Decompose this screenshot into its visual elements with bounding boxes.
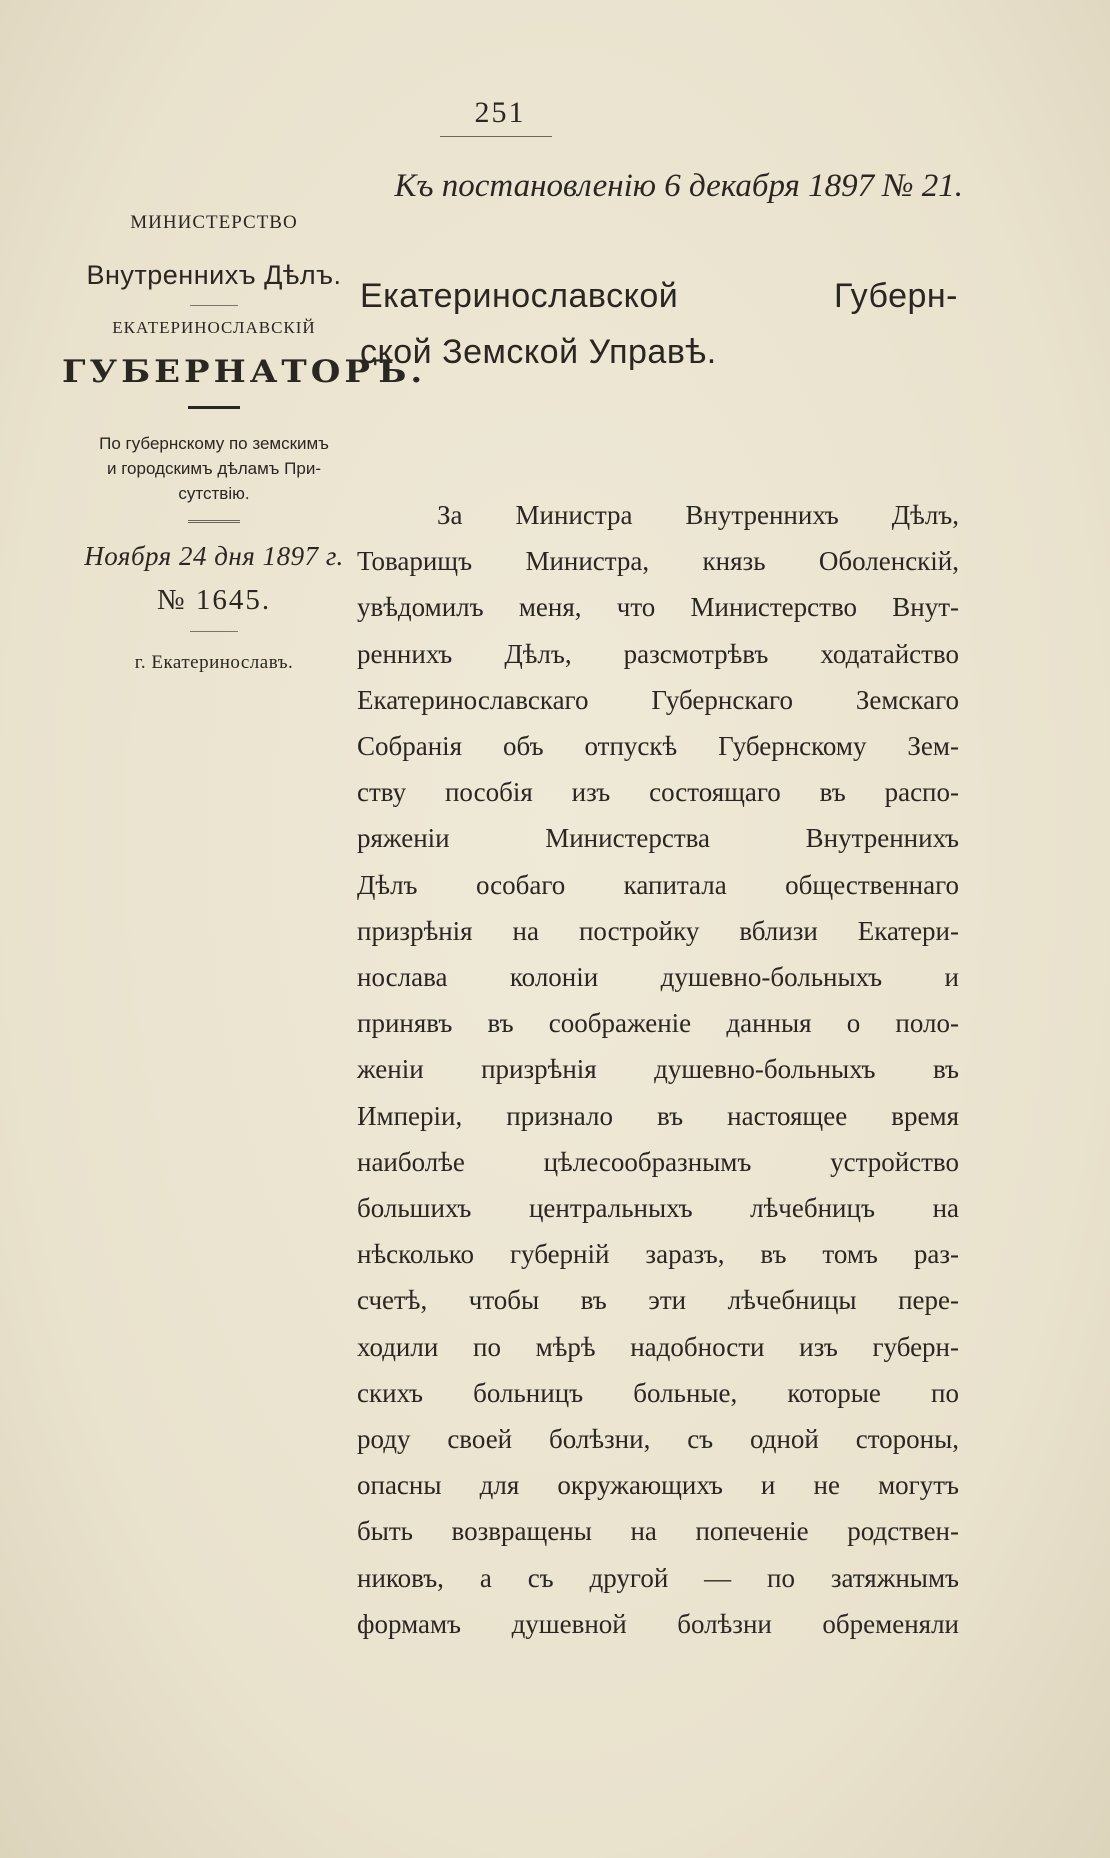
document-date: Ноября 24 дня 1897 г.: [84, 541, 344, 571]
divider: [190, 631, 238, 632]
governor-title: ГУБЕРНАТОРЪ.: [62, 353, 427, 391]
body-line: наиболѣе цѣлесообразнымъ устройство: [357, 1146, 959, 1177]
body-line: Имперіи, признало въ настоящее время: [357, 1100, 959, 1131]
letterhead: [62, 208, 427, 674]
body-line: Екатеринославскаго Губернскаго Земскаго: [357, 684, 959, 715]
divider: [188, 520, 240, 523]
page-number: 251: [474, 96, 526, 129]
body-line: Дѣлъ особаго капитала общественнаго: [357, 869, 959, 900]
body-line: нѣсколько губерній заразъ, въ томъ раз-: [357, 1239, 959, 1270]
body-line: ству пособія изъ состоящаго въ распо-: [357, 777, 959, 808]
body-line: Собранія объ отпускѣ Губернскому Зем-: [357, 731, 959, 762]
governorate-heading: ЕКАТЕРИНОСЛАВСКІЙ: [112, 318, 316, 337]
body-line: За Министра Внутреннихъ Дѣлъ,: [437, 500, 959, 530]
presence-line: сутствію.: [178, 484, 250, 503]
ministry-heading: МИНИСТЕРСТВО: [130, 212, 298, 233]
body-line: женіи призрѣнія душевно-больныхъ въ: [357, 1054, 959, 1085]
body-line: принявъ въ соображеніе данныя о поло-: [357, 1008, 959, 1039]
ministry-name: Внутреннихъ Дѣлъ.: [86, 260, 342, 290]
divider: [190, 305, 238, 306]
addressee-line: Екатеринославской Губерн-: [360, 277, 958, 315]
body-line: увѣдомилъ меня, что Министерство Внут-: [357, 592, 959, 623]
presence-line: По губернскому по земскимъ: [99, 434, 329, 453]
body-line: опасны для окружающихъ и не могутъ: [357, 1470, 959, 1501]
body-line: большихъ центральныхъ лѣчебницъ на: [357, 1193, 959, 1224]
body-line: скихъ больницъ больные, которые по: [357, 1377, 959, 1408]
presence-line: и городскимъ дѣламъ При-: [106, 459, 321, 478]
body-line: реннихъ Дѣлъ, разсмотрѣвъ ходатайство: [357, 638, 959, 669]
body-line: ходили по мѣрѣ надобности изъ губерн-: [357, 1331, 959, 1362]
addressee-line: ской Земской Управѣ.: [360, 333, 717, 371]
body-line: быть возвращены на попеченіе родствен-: [357, 1516, 959, 1547]
presence-department: [62, 431, 366, 506]
page-number-rule: [440, 136, 552, 137]
body-line: счетѣ, чтобы въ эти лѣчебницы пере-: [357, 1285, 959, 1316]
body-line: никовъ, а съ другой — по затяжнымъ: [357, 1562, 959, 1593]
divider: [188, 406, 240, 409]
body-line: Товарищъ Министра, князь Оболенскій,: [357, 546, 959, 577]
body-line: формамъ душевной болѣзни обременяли: [357, 1608, 959, 1639]
addressee: [360, 268, 958, 380]
body-line: роду своей болѣзни, съ одной стороны,: [357, 1424, 959, 1455]
document-city: г. Екатеринославъ.: [134, 652, 294, 673]
body-line: нослава колоніи душевно-больныхъ и: [357, 962, 959, 993]
document-number: № 1645.: [156, 584, 272, 616]
body-line: призрѣнія на постройку вблизи Екатери-: [357, 915, 959, 946]
resolution-reference: Къ постановленію 6 декабря 1897 № 21.: [394, 168, 963, 204]
body-line: ряженіи Министерства Внутреннихъ: [357, 823, 959, 854]
letter-body: [357, 492, 959, 1647]
